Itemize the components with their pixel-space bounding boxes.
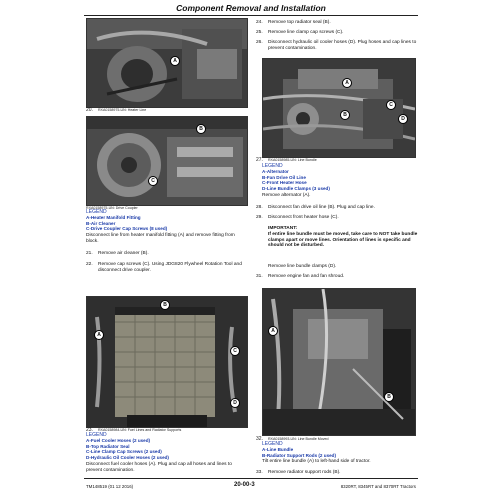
legend-item: C-Line Clamp Cap Screws (2 used)	[86, 449, 162, 455]
legend-line-bundle	[262, 164, 418, 191]
important-body: If entire line bundle must be moved, take care to NOT take bundle clamps apart or move lines. Orientation of lines is specific and should not be disturbed.	[268, 231, 418, 249]
callout-a: A	[342, 78, 352, 88]
callout-a: A	[94, 330, 104, 340]
fig32-caption: 32. RXA0158993-UN: Line Bundle Moved	[256, 436, 329, 442]
legend-item: C-Front Heater Hose	[262, 180, 307, 186]
legend-item: A-Line Bundle	[262, 447, 294, 453]
footer-doc-id: TM148519 (01 12 2016)	[86, 484, 134, 489]
step-disconnect-fuel: Disconnect fuel cooler hoses (A). Plug and cap all hoses and lines to prevent contamination.	[86, 462, 232, 473]
callout-b: B	[196, 124, 206, 134]
drive-coupler-photo	[86, 116, 248, 206]
fig20-caption-text: RXA0158975-UN: Heater Line	[97, 108, 147, 112]
callout-c: C	[230, 346, 240, 356]
page-header: Component Removal and Installation	[84, 2, 418, 16]
legend-item: D-Line Bundle Clamps (3 used)	[262, 185, 330, 191]
step-remove-alternator: Remove alternator (A).	[262, 193, 311, 198]
legend-title: LEGEND	[262, 163, 283, 169]
legend-drive-coupler	[86, 210, 246, 232]
legend-item: A-Alternator	[262, 169, 289, 175]
step-tilt-bundle: Tilt entire line bundle (A) to left-hand side of tractor.	[262, 459, 371, 464]
step-24: 24. Remove top radiator seal (B).	[256, 20, 331, 25]
legend-line-bundle-moved	[262, 442, 418, 458]
legend-title: LEGEND	[86, 209, 107, 215]
fig27-caption: 27. RXA0158985-UN: Line Bundle	[256, 157, 317, 163]
step-29: 29. Disconnect front heater hose (C).	[256, 215, 339, 220]
legend-item: B-Radiator Support Rods (2 used)	[262, 452, 337, 458]
callout-d: D	[230, 398, 240, 408]
step-remove-clamps: Remove line bundle clamps (D).	[268, 264, 337, 269]
step-22: 22. Remove cap screws (C). Using JDG820 Flywheel Rotation Tool and disconnect drive coupler.	[86, 262, 242, 273]
line-bundle-moved-photo	[262, 288, 416, 436]
fig23-caption: 23. RXA0158984-UN: Fuel Lines and Radiator Supports	[86, 427, 182, 433]
fig21-caption: RXA0158975-UN: Drive Coupler	[86, 206, 138, 210]
legend-item: A-Fuel Cooler Hoses (2 used)	[86, 438, 151, 444]
important-notice	[256, 226, 418, 249]
callout-a: A	[268, 326, 278, 336]
callout-c: C	[386, 100, 396, 110]
footer-model-list: 8320RT, 8345RT and 8370RT Tractors	[340, 484, 416, 489]
step-26: 26. Disconnect hydraulic oil cooler hoses (D). Plug hoses and cap lines to prevent contamination.	[256, 40, 417, 51]
legend-item: B-Fan Drive Oil Line	[262, 174, 306, 180]
heater-line-photo	[86, 18, 248, 108]
legend-item: B-Top Radiator Seal	[86, 443, 130, 449]
step-33: 33. Remove radiator support rods (B).	[256, 470, 341, 475]
radiator-photo	[86, 296, 248, 428]
legend-fuel-lines	[86, 433, 246, 460]
legend-title: LEGEND	[86, 432, 107, 438]
legend-item: B-Air Cleaner	[86, 220, 116, 226]
callout-c: C	[148, 176, 158, 186]
callout-d: D	[398, 114, 408, 124]
callout-b: B	[160, 300, 170, 310]
legend-title: LEGEND	[262, 441, 283, 447]
callout-a: A	[170, 56, 180, 66]
important-heading: IMPORTANT:	[268, 226, 298, 231]
step-25: 25. Remove line clamp cap screws (C).	[256, 30, 344, 35]
step-31: 31. Remove engine fan and fan shroud.	[256, 274, 345, 279]
legend-item: D-Hydraulic Oil Cooler Hoses (2 used)	[86, 454, 169, 460]
step-disconnect-heater: Disconnect line from heater manifold fitting (A) and remove fitting from block.	[86, 233, 235, 244]
step-28: 28. Disconnect fan drive oil line (B). Plug and cap line.	[256, 205, 375, 210]
fig20-caption	[86, 108, 246, 112]
page-footer	[84, 478, 418, 493]
fig20-number: 20.	[86, 107, 93, 113]
step-21: 21. Remove air cleaner (B).	[86, 251, 149, 256]
footer-page-number: 20-00-3	[234, 482, 255, 488]
legend-item: C-Drive Coupler Cap Screws (8 used)	[86, 226, 168, 232]
legend-item: A-Heater Manifold Fitting	[86, 215, 141, 221]
manual-page	[84, 0, 418, 500]
callout-b: B	[340, 110, 350, 120]
callout-b: B	[384, 392, 394, 402]
